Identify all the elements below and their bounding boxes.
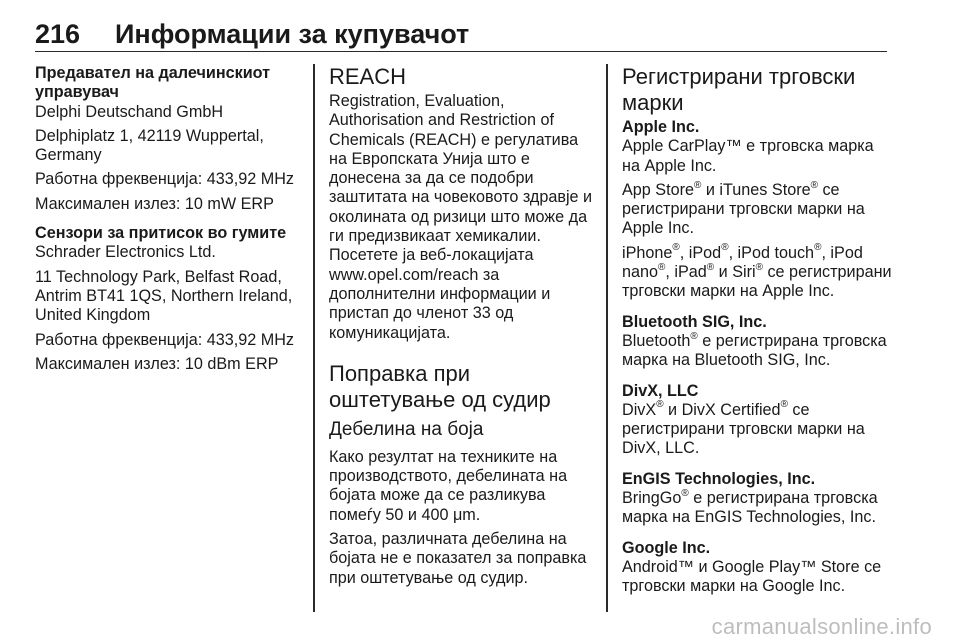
text-manufacturer-2: Schrader Electronics Ltd. bbox=[35, 243, 216, 262]
page-number: 216 bbox=[35, 19, 81, 49]
text-output-1: Максимален излез: 10 mW ERP bbox=[35, 194, 274, 213]
heading-apple: Apple Inc. bbox=[622, 118, 700, 136]
column-1 bbox=[35, 64, 297, 379]
text-address-1: Delphiplatz 1, 42119 Wuppertal, Germany bbox=[35, 126, 264, 165]
text-reach: Registration, Evaluation, Authorisation and Restriction of Chemicals (REACH) е регулатива на Европската Унија што е донесена за да се подобри заштитата на човековото здравје и околината од ризици што може да ги предизвикаат хемикалии. Посетете ја веб-локацијата www.opel.com/reach за дополнителни информации и пристап до членот 33 од комуникацијата. bbox=[329, 92, 593, 342]
text-google: Android™ и Google Play™ Store се трговски марки на Google Inc. bbox=[622, 557, 882, 596]
text-apple-store: App Store® и iTunes Store® се регистрирани трговски марки на Apple Inc. bbox=[622, 179, 865, 238]
text-output-2: Максимален излез: 10 dBm ERP bbox=[35, 354, 279, 373]
watermark-logo: carmanualsonline.info bbox=[711, 614, 932, 639]
text-divx: DivX® и DivX Certified® се регистрирани трговски марки на DivX, LLC. bbox=[622, 399, 865, 458]
page-title: Информации за купувачот bbox=[115, 19, 470, 49]
text-apple-devices: iPhone®, iPod®, iPod touch®, iPod nano®, iPad® и Siri® се регистрирани трговски марки на Apple Inc. bbox=[622, 242, 892, 301]
text-frequency-1: Работна фреквенција: 433,92 MHz bbox=[35, 170, 294, 189]
text-manufacturer-1: Delphi Deutschand GmbH bbox=[35, 102, 224, 121]
text-paint-1: Како резултат на техниките на производството, дебелината на бојата може да се разликува помеѓу 50 и 400 μm. bbox=[329, 447, 568, 524]
section-heading-remote: Предавател на далечинскиот управувач bbox=[35, 64, 271, 102]
section-heading-reach: REACH bbox=[329, 64, 407, 89]
text-paint-2: Затоа, различната дебелина на бојата не е показател за поправка при оштетување од судир. bbox=[329, 530, 587, 587]
section-heading-collision: Поправка при оштетување од судир bbox=[329, 360, 551, 412]
text-frequency-2: Работна фреквенција: 433,92 MHz bbox=[35, 330, 294, 349]
column-3 bbox=[622, 64, 892, 602]
text-engis: BringGo® е регистрирана трговска марка на EnGIS Technologies, Inc. bbox=[622, 487, 878, 527]
section-heading-trademarks: Регистрирани трговски марки bbox=[622, 64, 856, 115]
column-2 bbox=[329, 64, 599, 593]
heading-bluetooth: Bluetooth SIG, Inc. bbox=[622, 312, 767, 331]
heading-engis: EnGIS Technologies, Inc. bbox=[622, 469, 816, 488]
column-divider-2 bbox=[606, 64, 608, 612]
text-bluetooth: Bluetooth® е регистрирана трговска марка на Bluetooth SIG, Inc. bbox=[622, 330, 887, 370]
heading-divx: DivX, LLC bbox=[622, 381, 699, 400]
page-header bbox=[35, 18, 887, 52]
subheading-paint: Дебелина на боја bbox=[329, 418, 484, 440]
text-address-2: 11 Technology Park, Belfast Road, Antrim BT41 1QS, Northern Ireland, United Kingdom bbox=[35, 267, 293, 325]
heading-google: Google Inc. bbox=[622, 538, 711, 557]
section-heading-tpms: Сензори за притисок во гумите bbox=[35, 224, 287, 243]
text-apple-carplay: Apple CarPlay™ е трговска марка на Apple Inc. bbox=[622, 137, 874, 175]
column-divider-1 bbox=[313, 64, 315, 612]
